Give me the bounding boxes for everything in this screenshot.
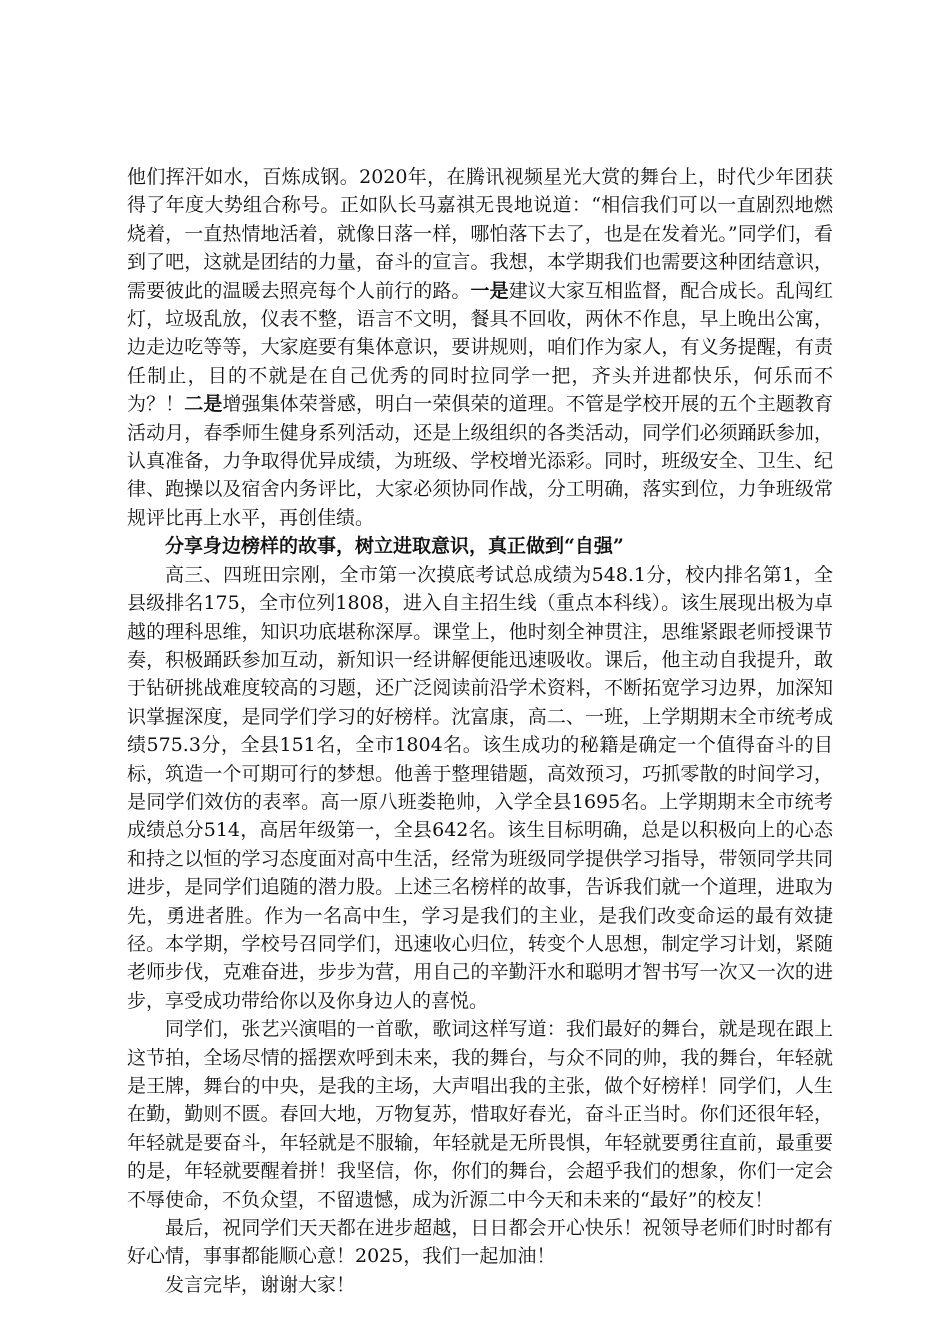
point-two-label: 二是	[184, 393, 223, 416]
paragraph-role-models: 高三、四班田宗刚，全市第一次摸底考试总成绩为548.1分，校内排名第1，全县级排名175，全市位列1808，进入自主招生线（重点本科线）。该生展现出极为卓越的理科思维，知识功底堪称深厚。课堂上，他时刻全神贯注，思维紧跟老师授课节奏，积极踊跃参加互动，新知识一经讲解便能迅速吸收。课后，他主动自我提升，敢于钻研挑战难度较高的习题，还广泛阅读前沿学术资料，不断拓宽学习边界，加深知识掌握深度，是同学们学习的好榜样。沈富康，高二、一班，上学期期末全市统考成绩575.3分，全县151名，全市1804名。该生成功的秘籍是确定一个值得奋斗的目标，筑造一个可期可行的梦想。他善于整理错题，高效预习，巧抓零散的时间学习，是同学们效仿的表率。高一原八班娄艳帅，入学全县1695名。上学期期末全市统考成绩总分514，高居年级第一，全县642名。该生目标明确，总是以积极向上的心态和持之以恒的学习态度面对高中生活，经常为班级同学提供学习指导，带领同学共同进步，是同学们追随的潜力股。上述三名榜样的故事，告诉我们就一个道理，进取为先，勇进者胜。作为一名高中生，学习是我们的主业，是我们改变命运的最有效捷径。本学期，学校号召同学们，迅速收心归位，转变个人思想，制定学习计划，紧随老师步伐，克难奋进，步步为营，用自己的辛勤汗水和聪明才智书写一次又一次的进步，享受成功带给你以及你身边人的喜悦。	[127, 563, 833, 1012]
paragraph-wishes: 最后，祝同学们天天都在进步超越，日日都会开心快乐！祝领导老师们时时都有好心情，事事都能顺心意！2025，我们一起加油！	[127, 1217, 833, 1268]
section-heading: 分享身边榜样的故事，树立进取意识，真正做到“自强”	[165, 535, 624, 558]
paragraph-text: 增强集体荣誉感，明白一荣俱荣的道理。不管是学校开展的五个主题教育活动月，春季师生健身系列活动，还是上级组织的各类活动，同学们必须踊跃参加，认真准备，力争取得优异成绩，为班级、学校增光添彩。同时，班级安全、卫生、纪律、跑操以及宿舍内务评比，大家必须协同作战，分工明确，落实到位，力争班级常规评比再上水平，再创佳绩。	[127, 393, 833, 529]
paragraph-teamwork	[127, 163, 833, 532]
paragraph-text: 建议大家互相监督，配合成长。乱闯红灯，垃圾乱放，仪表不整，语言不文明，餐具不回收，两休不作息，早上晚出公寓，边走边吃等等，大家庭要有集体意识，要讲规则，咱们作为家人，有义务提醒，有责任制止，目的不就是在自己优秀的同时拉同学一把，齐头并进都快乐，何乐而不为？！	[127, 279, 833, 416]
point-one-label: 一是	[470, 279, 509, 302]
paragraph-song: 同学们，张艺兴演唱的一首歌，歌词这样写道：我们最好的舞台，就是现在跟上这节拍，全场尽情的摇摆欢呼到未来，我的舞台，与众不同的帅，我的舞台，年轻就是王牌，舞台的中央，是我的主场，大声唱出我的主张，做个好榜样！同学们，人生在勤，勤则不匮。春回大地，万物复苏，惜取好春光，奋斗正当时。你们还很年轻，年轻就是要奋斗，年轻就是不服输，年轻就是无所畏惧，年轻就要勇往直前，最重要的是，年轻就要醒着拼！我坚信，你，你们的舞台，会超乎我们的想象，你们一定会不辱使命，不负众望，不留遗憾，成为沂源二中今天和未来的“最好”的校友！	[127, 1018, 833, 1211]
paragraph-closing: 发言完毕，谢谢大家！	[165, 1273, 356, 1296]
paragraph-text: 他们挥汗如水，百炼成钢。2020年，在腾讯视频星光大赏的舞台上，时代少年团获得了年度大势组合称号。正如队长马嘉祺无畏地说道：“相信我们可以一直剧烈地燃烧着，一直热情地活着，就像日落一样，哪怕落下去了，也是在发着光。”同学们，看到了吧，这就是团结的力量，奋斗的宣言。我想，本学期我们也需要这种团结意识，需要彼此的温暖去照亮每个人前行的路。	[127, 166, 833, 302]
document-page	[127, 163, 833, 1299]
